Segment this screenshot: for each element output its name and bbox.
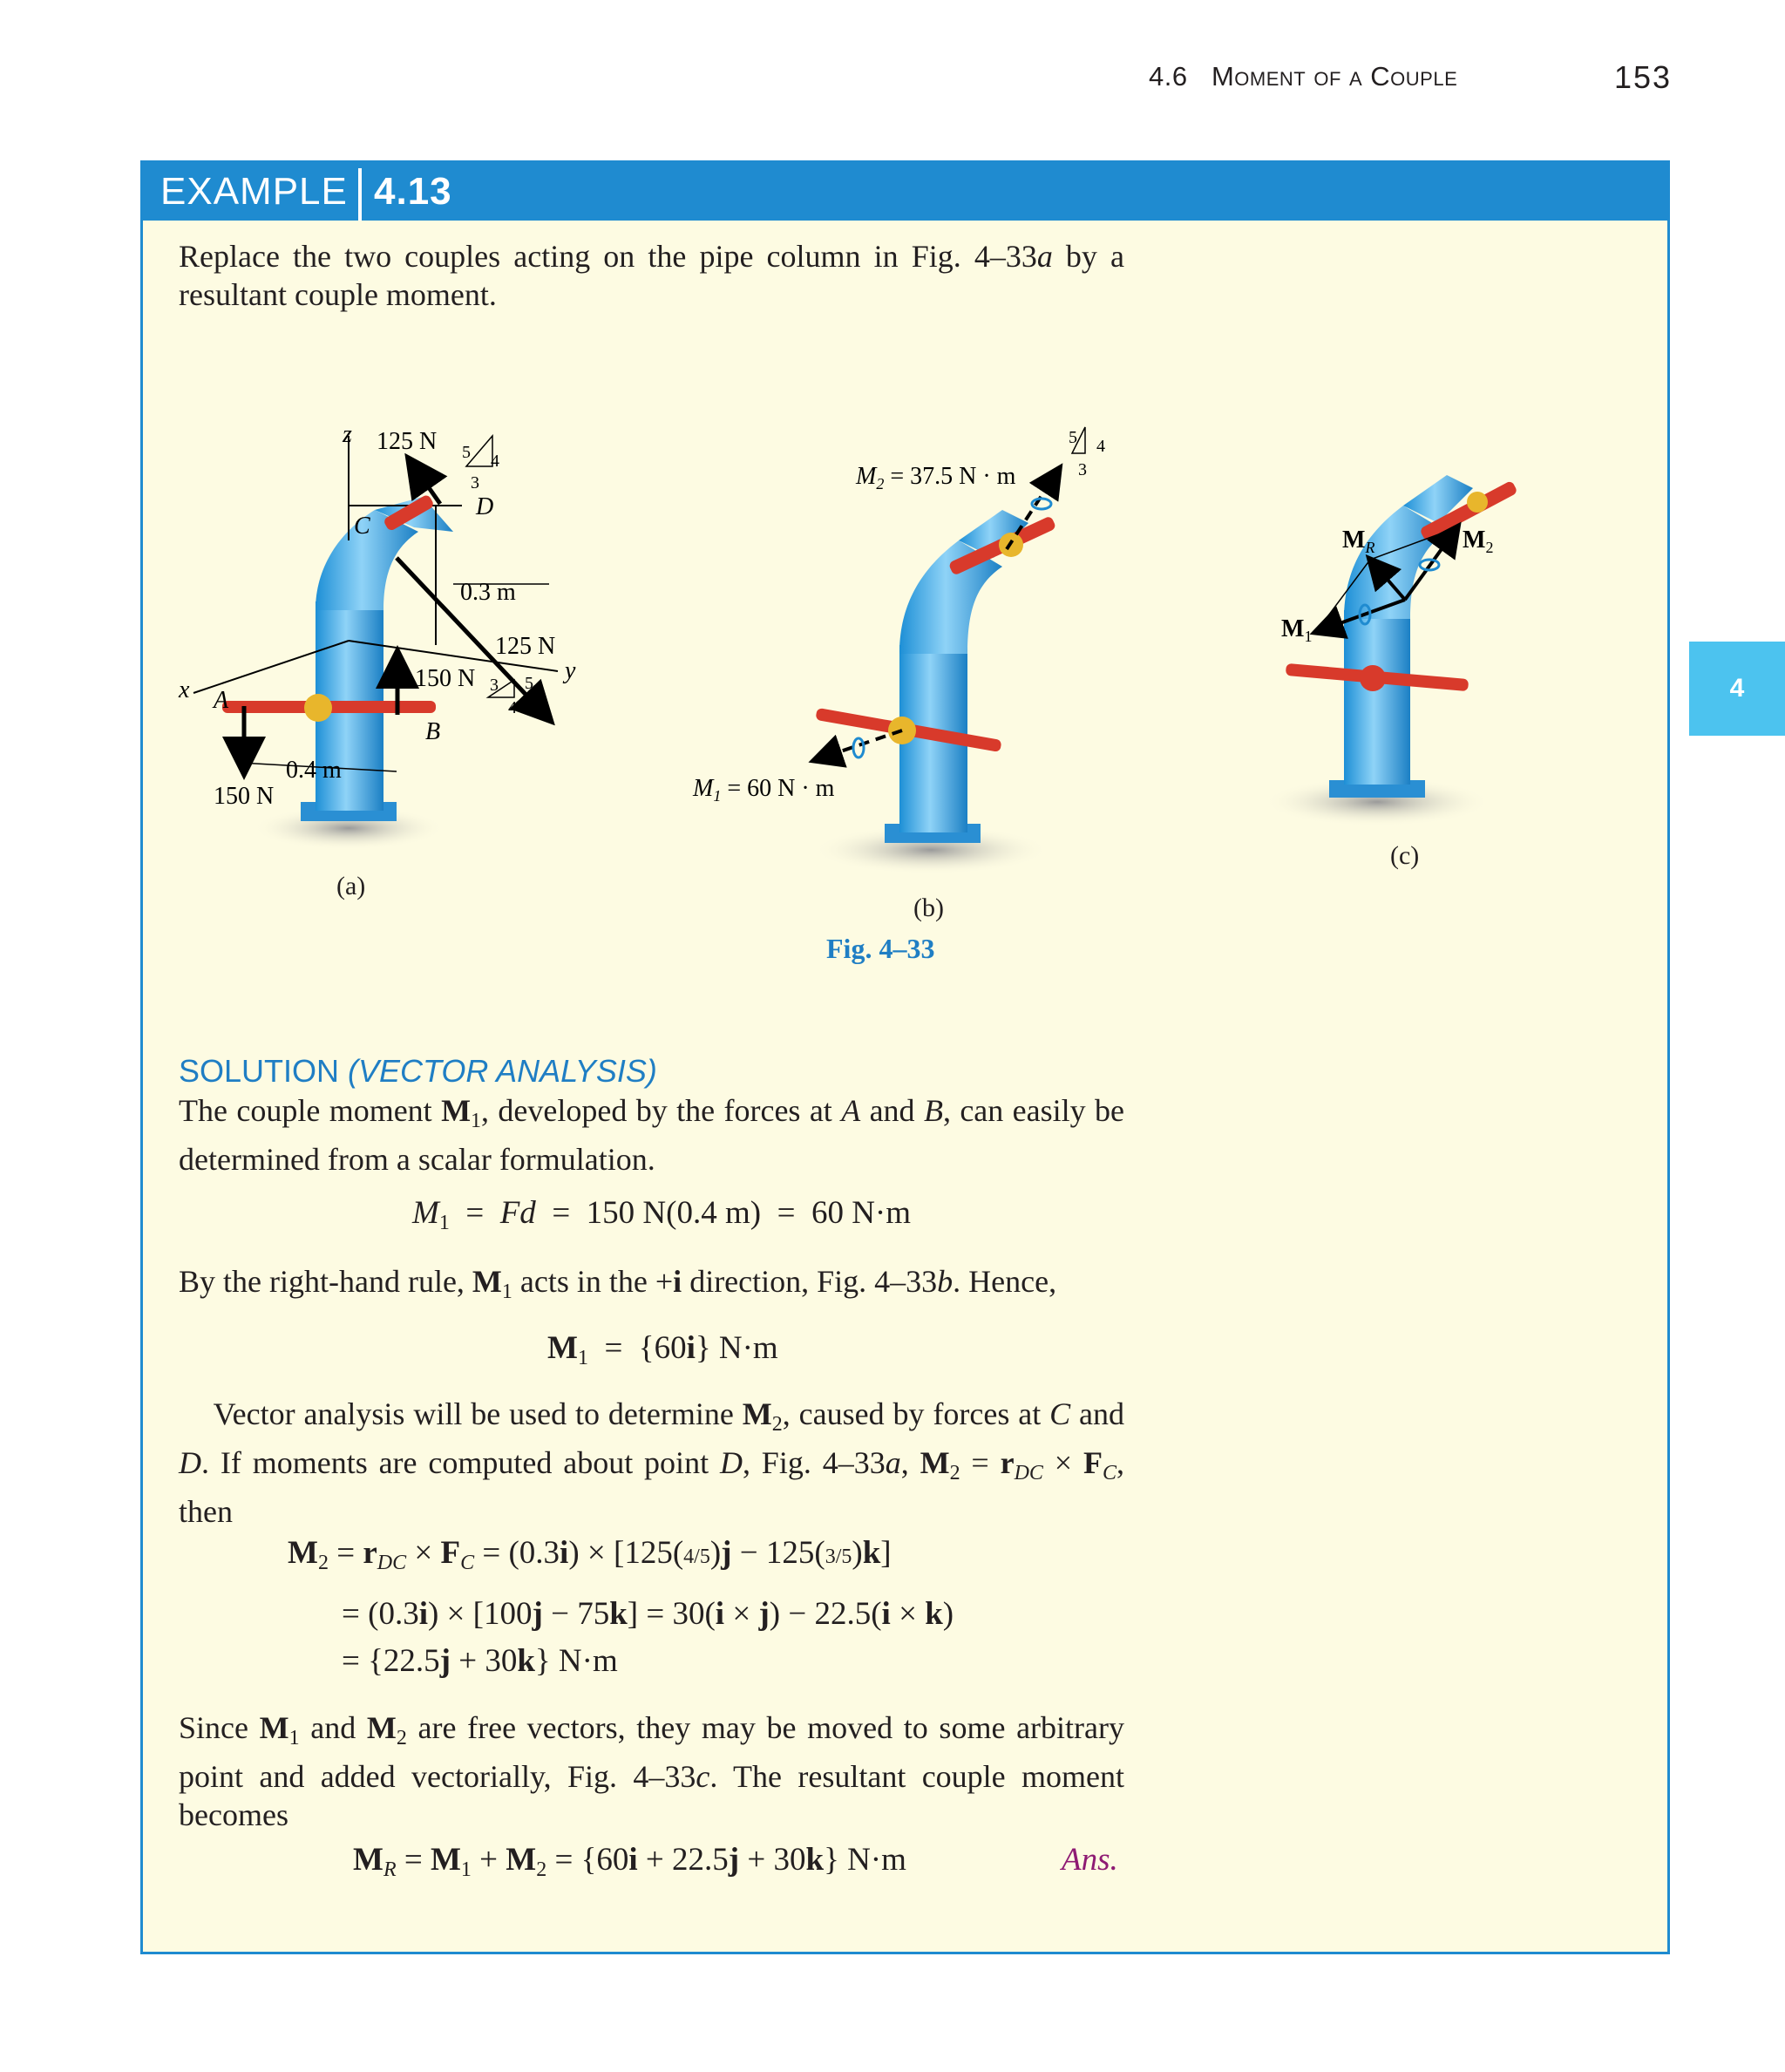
label-mr-c: $M_R$ <box>1342 526 1375 556</box>
section-number: 4.6 <box>1149 61 1188 92</box>
label-m1-b: $M_1 = 60$ N · m <box>693 775 835 805</box>
figure-4-33 <box>0 0 1785 1011</box>
label-point-A: A <box>214 687 229 714</box>
label-force-150-left: 150 N <box>214 783 275 810</box>
solution-heading <box>179 1053 657 1090</box>
panel-a <box>178 421 576 850</box>
equation-4: $M_R = M_1 + M_2 = \{60i + 22.5j + 30k\}$ N·m <box>353 1842 906 1881</box>
label-axis-x: x <box>179 676 190 703</box>
label-dim-03: 0.3 m <box>460 579 516 606</box>
caption-c: (c) <box>1390 841 1420 870</box>
problem-text-2: by a resultant couple moment. <box>179 239 1124 312</box>
tri-b-5: 5 <box>1069 428 1077 447</box>
label-force-150-mid: 150 N <box>415 665 476 692</box>
panel-c <box>1264 475 1518 826</box>
solution-p1: The couple moment $M_1$, developed by the forces at A and B, can easily be determined from a scalar formulation. <box>179 1093 1124 1177</box>
label-point-D: D <box>476 493 494 520</box>
equation-3-line1: $M_2 = r_{DC} \times F_C = (0.3i) \times [125(4/5)j - 125(3/5)k]$ <box>288 1535 892 1574</box>
section-title: Moment of a Couple <box>1211 61 1458 92</box>
label-force-125-top: 125 N <box>377 428 438 455</box>
label-dim-04: 0.4 m <box>286 757 342 784</box>
tri-a-right-3: 3 <box>490 676 499 695</box>
label-force-125-right: 125 N <box>495 633 556 660</box>
chapter-tab: 4 <box>1689 642 1785 736</box>
tri-a-top-4: 4 <box>491 452 499 471</box>
label-m1-c: $M_1$ <box>1281 615 1313 645</box>
example-number: 4.13 <box>374 170 452 213</box>
problem-text-1: Replace the two couples acting on the pipe column in Fig. 4–33 <box>179 239 1037 274</box>
label-m2-b: $M_2 = 37.5$ N · m <box>856 463 1016 493</box>
label-axis-z: z <box>343 421 352 448</box>
tri-a-top-5: 5 <box>462 443 471 462</box>
solution-p3: Vector analysis will be used to determine $M_2$, caused by forces at C and D. If moments are computed about point D, Fig. 4–33a, $M_2 = r_{DC} \times F_C$, then <box>179 1396 1125 1529</box>
tri-a-right-4: 4 <box>508 698 517 717</box>
caption-b: (b) <box>913 893 944 922</box>
panel-b <box>692 427 1105 874</box>
equation-1: $M_1 = Fd = 150$ N(0.4 m) = 60 N·m <box>412 1195 912 1234</box>
label-axis-y: y <box>565 657 576 684</box>
problem-fig-letter: a <box>1036 239 1053 274</box>
solution-p4: Since $M_1$ and $M_2$ are free vectors, they may be moved to some arbitrary point and added vectorially, Fig. 4–33c. The resultant couple moment becomes <box>179 1710 1124 1832</box>
equation-2: $M_1 = \{60i\}$ N·m <box>547 1330 778 1369</box>
label-point-B: B <box>425 718 441 745</box>
label-m2-c: $M_2$ <box>1463 526 1494 556</box>
equation-3-line2: = (0.3i) × [100j − 75k] = 30(i × j) − 22.5(i × k) <box>342 1596 954 1632</box>
page-number: 153 <box>1614 59 1673 95</box>
figure-caption: Fig. 4–33 <box>826 933 935 964</box>
label-point-C: C <box>354 513 370 540</box>
caption-a: (a) <box>336 872 366 900</box>
answer-label: Ans. <box>1062 1842 1118 1878</box>
solution-note: (VECTOR ANALYSIS) <box>348 1053 657 1089</box>
tri-b-4: 4 <box>1096 437 1105 456</box>
tri-a-right-5: 5 <box>525 674 533 693</box>
tri-a-top-3: 3 <box>471 473 479 493</box>
solution-label: SOLUTION <box>179 1053 340 1089</box>
equation-3-line3: = {22.5j + 30k} N·m <box>342 1643 618 1679</box>
tri-b-3: 3 <box>1078 460 1087 479</box>
example-label: EXAMPLE <box>160 170 348 213</box>
solution-p2: By the right-hand rule, $M_1$ acts in the +i direction, Fig. 4–33b. Hence, <box>179 1264 1057 1303</box>
pipe-lower-c <box>1344 610 1410 785</box>
